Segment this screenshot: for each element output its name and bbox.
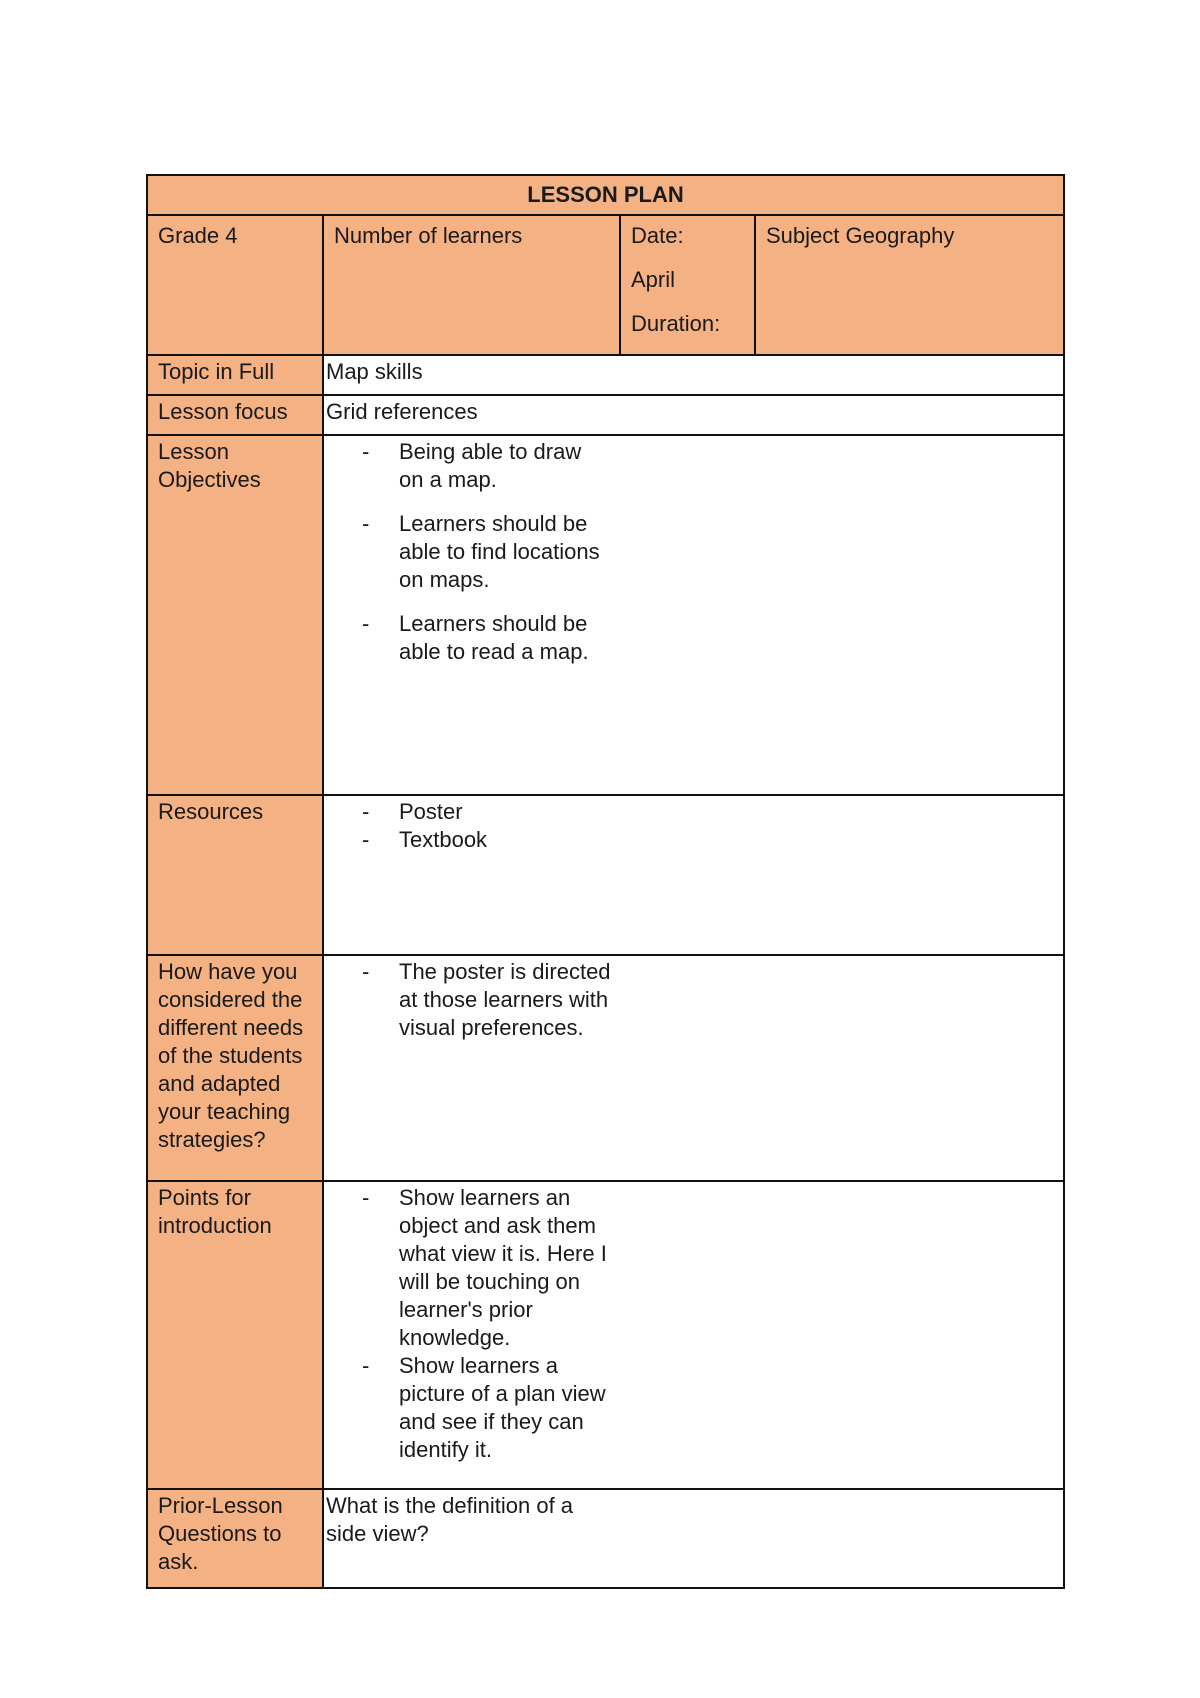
resource-item: - Textbook [362, 826, 611, 854]
introduction-item: - Show learners an object and ask them what view it is. Here I will be touching on learner's prior knowledge. [362, 1184, 611, 1352]
subject-label: Subject Geography [766, 223, 955, 248]
lesson-plan-title: LESSON PLAN [147, 175, 1064, 215]
focus-label: Lesson focus [147, 395, 323, 435]
introduction-label: Points for introduction [147, 1181, 323, 1489]
needs-label: How have you considered the different needs of the students and adapted your teaching strategies? [147, 955, 323, 1181]
date-value: April [631, 267, 676, 292]
needs-item: - The poster is directed at those learners with visual preferences. [362, 958, 611, 1042]
needs-list [326, 958, 1063, 1042]
objective-item: - Learners should be able to find locations on maps. [362, 510, 611, 594]
objective-item: - Being able to draw on a map. [362, 438, 611, 494]
subject-cell [755, 215, 1064, 355]
needs-cell [323, 955, 1064, 1181]
introduction-list [326, 1184, 1063, 1464]
learners-cell [323, 215, 620, 355]
prior-cell [323, 1489, 1064, 1588]
introduction-cell [323, 1181, 1064, 1489]
objectives-list [326, 438, 1063, 666]
learners-label: Number of learners [334, 223, 523, 248]
prior-question: What is the definition of a side view? [326, 1493, 574, 1546]
focus-value: Grid references [323, 395, 1064, 435]
resource-item: - Poster [362, 798, 611, 826]
topic-value: Map skills [323, 355, 1064, 395]
resources-cell [323, 795, 1064, 955]
introduction-item: - Show learners a picture of a plan view and see if they can identify it. [362, 1352, 611, 1464]
date-cell [620, 215, 755, 355]
resources-label: Resources [147, 795, 323, 955]
date-label: Date: [631, 223, 684, 248]
duration-label: Duration: [631, 311, 721, 336]
resources-list [326, 798, 1063, 854]
prior-label: Prior-Lesson Questions to ask. [147, 1489, 323, 1588]
topic-label: Topic in Full [147, 355, 323, 395]
objective-item: - Learners should be able to read a map. [362, 610, 611, 666]
objectives-cell [323, 435, 1064, 795]
lesson-plan-table [146, 174, 1065, 1589]
objectives-label: Lesson Objectives [147, 435, 323, 795]
grade-label: Grade 4 [158, 223, 238, 248]
grade-cell [147, 215, 323, 355]
